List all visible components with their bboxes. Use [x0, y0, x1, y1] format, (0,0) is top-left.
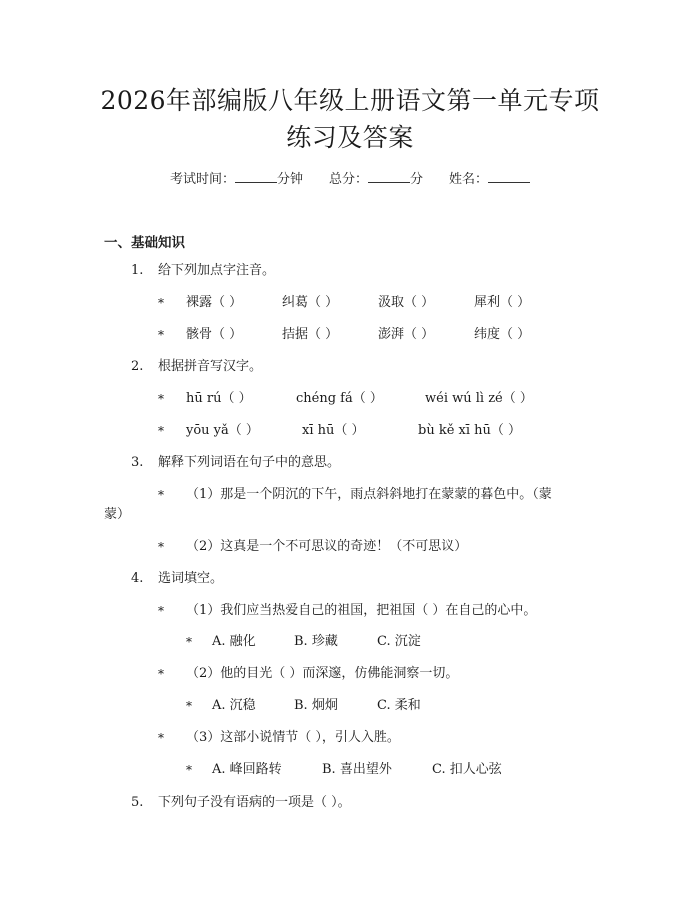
bullet: *	[186, 699, 192, 713]
pinyin-item: 犀利（ ）	[474, 295, 531, 310]
bullet: *	[158, 424, 164, 438]
document-title-line1: 2026年部编版八年级上册语文第一单元专项	[100, 86, 600, 115]
hanzi-item: yōu yǎ（ ）	[186, 423, 259, 438]
hanzi-item: bù kě xī hū（ ）	[418, 423, 522, 438]
sub-question-text: （1）我们应当热爱自己的祖国，把祖国（ ）在自己的心中。	[186, 603, 537, 618]
bullet: *	[158, 540, 164, 554]
bullet: *	[158, 488, 164, 502]
hanzi-item: hū rú（ ）	[186, 391, 252, 406]
question-text: 解释下列词语在句子中的意思。	[158, 455, 341, 470]
question-text: 根据拼音写汉字。	[158, 359, 263, 374]
pinyin-item: 澎湃（ ）	[378, 327, 435, 342]
option-c: C. 柔和	[377, 698, 421, 713]
time-blank	[235, 168, 277, 183]
bullet: *	[158, 328, 164, 342]
hanzi-item: wéi wú lì zé（ ）	[425, 391, 533, 406]
score-unit: 分	[410, 172, 424, 187]
name-blank	[488, 168, 530, 183]
option-a: A. 峰回路转	[212, 762, 282, 777]
question-text: 下列句子没有语病的一项是（ ）。	[158, 795, 351, 810]
hanzi-item: chéng fá（ ）	[296, 391, 383, 406]
pinyin-item: 纬度（ ）	[474, 327, 531, 342]
option-b: B. 炯炯	[294, 698, 338, 713]
exam-meta	[0, 168, 700, 190]
option-b: B. 喜出望外	[322, 762, 392, 777]
pinyin-item: 骸骨（ ）	[186, 327, 243, 342]
question-number: 3.	[131, 455, 144, 470]
bullet: *	[186, 763, 192, 777]
question-number: 1.	[131, 263, 144, 278]
pinyin-item: 汲取（ ）	[378, 295, 435, 310]
bullet: *	[158, 392, 164, 406]
pinyin-item: 纠葛（ ）	[282, 295, 339, 310]
time-unit: 分钟	[276, 172, 303, 187]
bullet: *	[158, 604, 164, 618]
sub-question-text: （1）那是一个阴沉的下午，雨点斜斜地打在蒙蒙的暮色中。（蒙	[186, 487, 552, 502]
option-a: A. 沉稳	[212, 698, 256, 713]
sub-question-text-wrap: 蒙）	[104, 507, 131, 522]
question-text: 给下列加点字注音。	[158, 263, 276, 278]
document-title-line2: 练习及答案	[286, 123, 414, 152]
section-heading-basic: 一、基础知识	[104, 235, 185, 251]
sub-question-text: （3）这部小说情节（ ），引人入胜。	[186, 730, 400, 745]
score-blank	[368, 168, 410, 183]
bullet: *	[186, 635, 192, 649]
question-number: 5.	[131, 795, 144, 810]
question-number: 2.	[131, 359, 144, 374]
question-number: 4.	[131, 571, 144, 586]
option-c: C. 扣人心弦	[432, 762, 502, 777]
hanzi-item: xī hū（ ）	[302, 423, 365, 438]
bullet: *	[158, 731, 164, 745]
question-text: 选词填空。	[158, 571, 224, 586]
option-a: A. 融化	[212, 634, 256, 649]
option-c: C. 沉淀	[377, 634, 421, 649]
name-label: 姓名：	[449, 172, 489, 187]
sub-question-text: （2）他的目光（ ）而深邃，仿佛能洞察一切。	[186, 666, 459, 681]
sub-question-text: （2）这真是一个不可思议的奇迹！（不可思议）	[186, 539, 468, 554]
option-b: B. 珍藏	[294, 634, 338, 649]
pinyin-item: 裸露（ ）	[186, 295, 243, 310]
time-label: 考试时间：	[169, 172, 235, 187]
bullet: *	[158, 296, 164, 310]
score-label: 总分：	[328, 172, 368, 187]
bullet: *	[158, 667, 164, 681]
pinyin-item: 拮据（ ）	[282, 327, 339, 342]
